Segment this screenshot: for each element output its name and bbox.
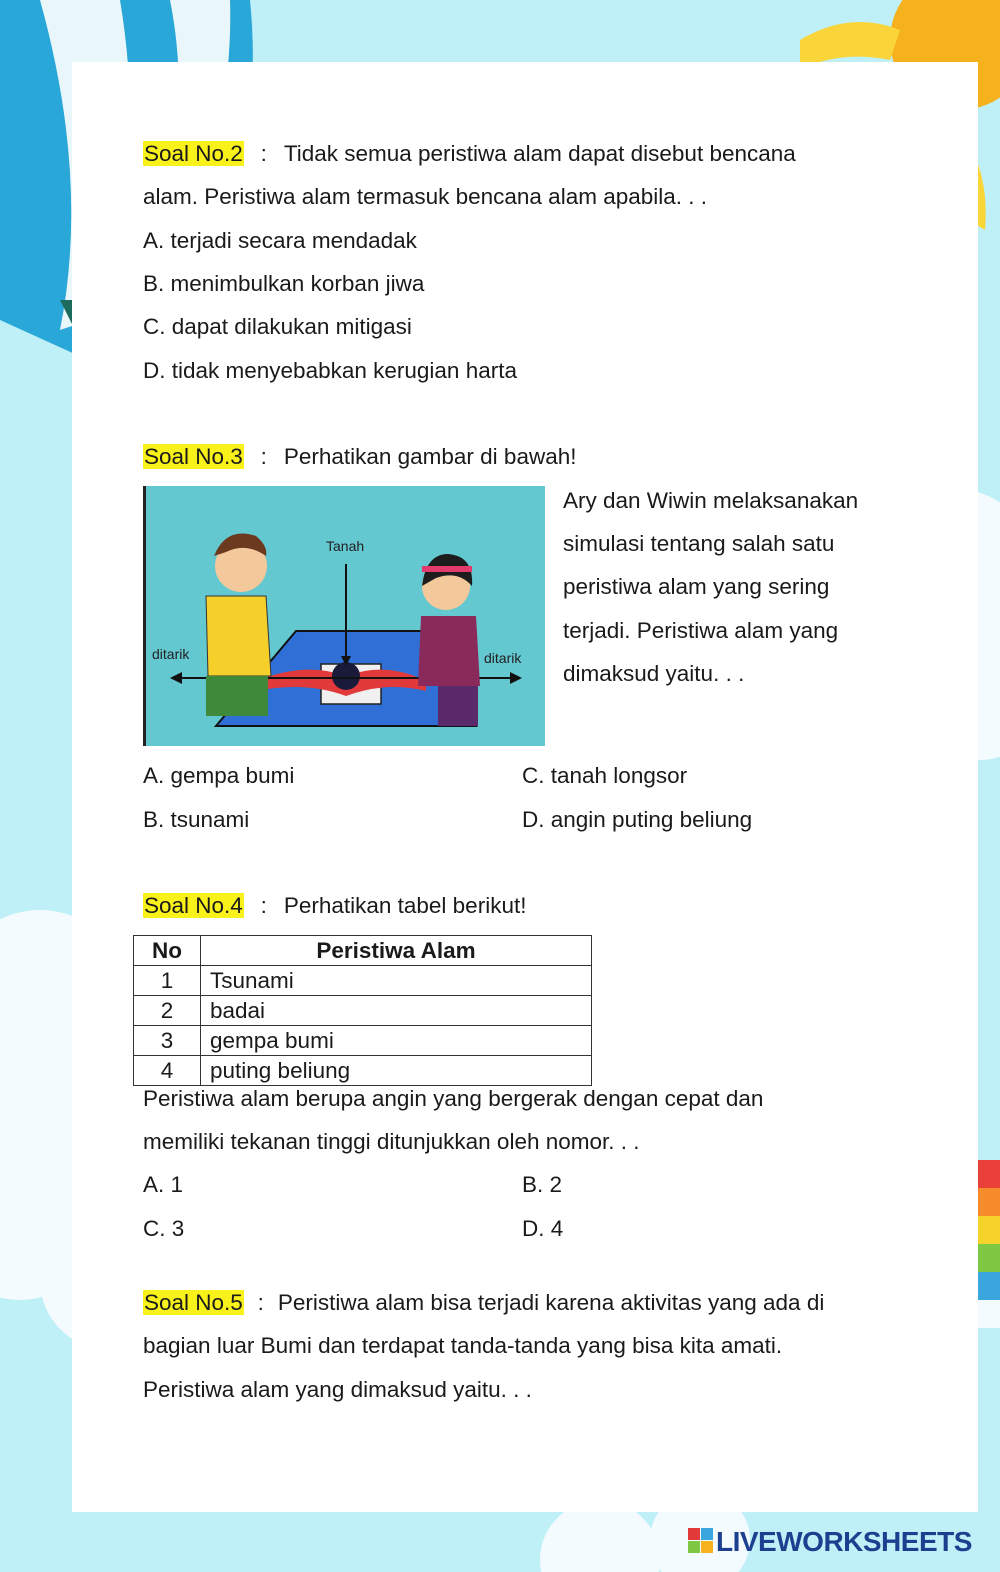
table-header-event: Peristiwa Alam	[201, 936, 592, 966]
question-4-option-a[interactable]: A. 1	[143, 1172, 184, 1197]
table-cell-event: puting beliung	[201, 1056, 592, 1086]
question-3-text: Perhatikan gambar di bawah!	[283, 444, 577, 469]
figure-label-tanah: Tanah	[326, 538, 365, 554]
question-2-option-d[interactable]: D. tidak menyebabkan kerugian harta	[143, 358, 517, 383]
liveworksheets-brand-text: LIVEWORKSHEETS	[716, 1526, 972, 1557]
table-cell-no: 4	[134, 1056, 201, 1086]
question-4-text: Perhatikan tabel berikut!	[283, 893, 527, 918]
question-5-separator: :	[257, 1290, 264, 1315]
liveworksheets-brand[interactable]	[688, 1526, 972, 1558]
table-cell-event: gempa bumi	[201, 1026, 592, 1056]
question-4-option-b[interactable]: B. 2	[522, 1172, 563, 1197]
table-cell-no: 2	[134, 996, 201, 1026]
question-3-option-b[interactable]: B. tsunami	[143, 807, 250, 832]
girl-shirt	[418, 616, 480, 686]
question-3-header	[143, 444, 577, 470]
question-2-text: Tidak semua peristiwa alam dapat disebut bencana	[283, 141, 796, 166]
question-4-header	[143, 893, 526, 919]
earthquake-simulation-figure	[143, 486, 545, 746]
table-row	[134, 966, 592, 996]
question-2-header	[143, 141, 796, 167]
question-2-option-b[interactable]: B. menimbulkan korban jiwa	[143, 271, 425, 296]
table-cell-event: Tsunami	[201, 966, 592, 996]
question-2-text-continued: alam. Peristiwa alam termasuk bencana alam apabila. . .	[143, 184, 708, 209]
table-cell-no: 3	[134, 1026, 201, 1056]
table-row	[134, 1056, 592, 1086]
question-4-option-d[interactable]: D. 4	[522, 1216, 564, 1241]
question-5-header	[143, 1290, 824, 1316]
question-4-option-c[interactable]: C. 3	[143, 1216, 185, 1241]
question-3-side-text-1: Ary dan Wiwin melaksanakan	[563, 488, 859, 513]
question-3-separator: :	[260, 444, 267, 469]
question-2-separator: :	[260, 141, 267, 166]
boy-pants	[206, 676, 268, 716]
table-header-row	[134, 936, 592, 966]
left-arrowhead	[170, 672, 182, 684]
question-3-side-text-2: simulasi tentang salah satu	[563, 531, 835, 556]
right-arrowhead	[510, 672, 522, 684]
girl-skirt	[438, 686, 478, 726]
question-3-side-text-3: peristiwa alam yang sering	[563, 574, 830, 599]
table-cell-no: 1	[134, 966, 201, 996]
question-3-option-d[interactable]: D. angin puting beliung	[522, 807, 753, 832]
table-cell-event: badai	[201, 996, 592, 1026]
question-4-text-1: Peristiwa alam berupa angin yang bergerak dengan cepat dan	[143, 1086, 764, 1111]
question-3-side-text-4: terjadi. Peristiwa alam yang	[563, 618, 839, 643]
liveworksheets-logo-icon	[688, 1528, 714, 1554]
question-4-label: Soal No.4	[144, 893, 243, 918]
question-4-separator: :	[260, 893, 267, 918]
table-header-no: No	[134, 936, 201, 966]
question-5-text-3: Peristiwa alam yang dimaksud yaitu. . .	[143, 1377, 532, 1402]
table-row	[134, 996, 592, 1026]
question-3-side-text-5: dimaksud yaitu. . .	[563, 661, 745, 686]
table-row	[134, 1026, 592, 1056]
question-2-label: Soal No.2	[144, 141, 243, 166]
simulation-illustration	[146, 486, 545, 746]
soil-pile	[332, 662, 360, 690]
question-4-text-2: memiliki tekanan tinggi ditunjukkan oleh nomor. . .	[143, 1129, 640, 1154]
natural-events-table	[133, 935, 592, 1086]
question-5-label: Soal No.5	[144, 1290, 243, 1315]
question-3-option-a[interactable]: A. gempa bumi	[143, 763, 295, 788]
question-2-option-a[interactable]: A. terjadi secara mendadak	[143, 228, 417, 253]
figure-label-ditarik-right: ditarik	[484, 650, 522, 666]
question-2-option-c[interactable]: C. dapat dilakukan mitigasi	[143, 314, 412, 339]
girl-headband	[422, 566, 472, 572]
figure-label-ditarik-left: ditarik	[152, 646, 190, 662]
question-3-option-c[interactable]: C. tanah longsor	[522, 763, 688, 788]
question-5-text: Peristiwa alam bisa terjadi karena aktivitas yang ada di	[277, 1290, 825, 1315]
boy-shirt	[206, 596, 271, 676]
question-3-label: Soal No.3	[144, 444, 243, 469]
question-5-text-2: bagian luar Bumi dan terdapat tanda-tanda yang bisa kita amati.	[143, 1333, 783, 1358]
